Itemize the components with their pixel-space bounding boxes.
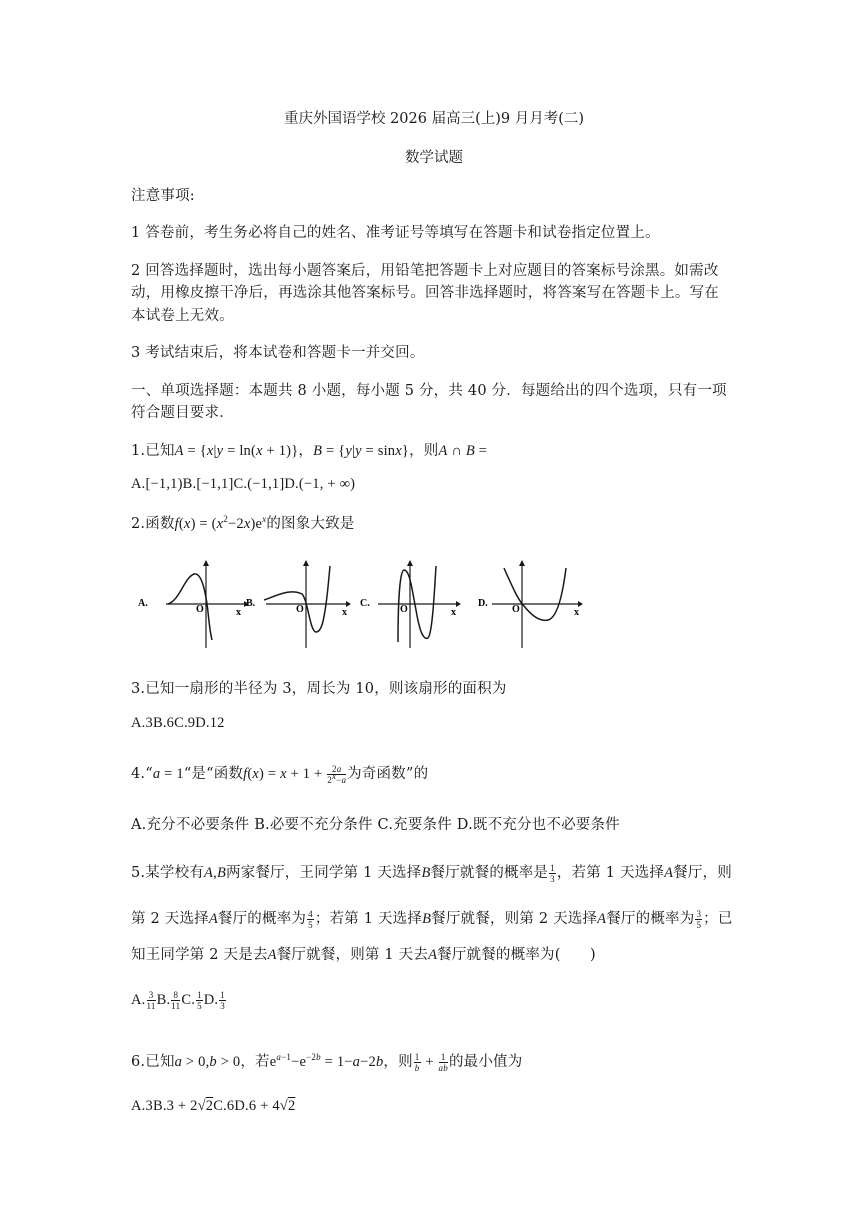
question-3: 3.已知一扇形的半径为 3，周长为 10，则该扇形的面积为 (131, 681, 507, 697)
note-item-3: 3 考试结束后，将本试卷和答题卡一并交回。 (131, 345, 425, 361)
svg-text:O: O (512, 604, 520, 615)
note-item-2-line-1: 2 回答选择题时，选出每小题答案后，用铅笔把答题卡上对应题目的答案标号涂黑。如需改 (131, 263, 719, 279)
svg-text:O: O (296, 604, 304, 615)
note-item-2-line-2: 动，用橡皮擦干净后，再选涂其他答案标号。回答非选择题时，将答案写在答题卡上。写在 (131, 285, 719, 301)
q2-graph-options (136, 560, 596, 650)
svg-text:O: O (196, 604, 204, 615)
q5-options: A. $\frac{3}{11}$ B. $\frac{8}{11}$ C. $\frac{1}{5}$ D. $\frac{1}{3}$ (131, 990, 225, 1011)
q1-options: A.[−1,1)B.[−1,1]C.(−1,1]D.(−1, + ∞) (131, 476, 356, 492)
svg-text:x: x (342, 607, 347, 618)
q2-graph-c-label: C. (360, 598, 370, 609)
q1-number: 1. (131, 443, 146, 459)
svg-text:x: x (574, 607, 579, 618)
question-2: 2.函数$f(x) = (x^2-2x)e^x$的图象大致是 (131, 514, 355, 532)
section-1-line-2: 符合题目要求． (131, 405, 234, 421)
notes-heading: 注意事项: (131, 188, 195, 204)
section-1-line-1: 一、单项选择题：本题共 8 小题，每小题 5 分，共 40 分．每题给出的四个选项，只有一项 (131, 383, 727, 399)
q2-graph-a (136, 560, 251, 650)
q2-graph-d-label: D. (478, 598, 488, 609)
question-4: 4.“a = 1“是“函数f(x) = x + 1 + $\frac{2a}{2^x-a}$ 为奇函数”的 (131, 763, 429, 785)
question-1: 1.已知A = {x|y = ln(x + 1)}，B = {y|y = sinx}，则A ∩ B = (131, 443, 488, 459)
q6-options: A.3B.3 + 2√2C.6D.6 + 4√2 (131, 1098, 296, 1114)
q4-options: A.充分不必要条件 B.必要不充分条件 C.充要条件 D.既不充分也不必要条件 (131, 817, 620, 833)
note-item-1: 1 答卷前，考生务必将自己的姓名、准考证号等填写在答题卡和试卷指定位置上。 (131, 225, 660, 241)
q3-options: A.3B.6C.9D.12 (131, 715, 225, 731)
exam-subtitle: 数学试题 (405, 150, 463, 166)
q2-graph-b-label: B. (246, 598, 256, 609)
q2-graph-b (246, 560, 361, 650)
question-5-line-1: 5.某学校有A,B两家餐厅，王同学第 1 天选择B餐厅就餐的概率是 $\frac{1}{3}$ ，若第 1 天选择A餐厅，则 (131, 862, 732, 884)
svg-text:x: x (451, 607, 456, 618)
question-5-line-3: 知王同学第 2 天是去A餐厅就餐，则第 1 天去A餐厅就餐的概率为( ) (131, 947, 596, 963)
svg-text:x: x (236, 607, 241, 618)
q2-graph-c (358, 560, 473, 650)
svg-text:O: O (400, 604, 408, 615)
q2-graph-a-label: A. (138, 598, 148, 609)
note-item-2-line-3: 本试卷上无效。 (131, 308, 234, 324)
question-5-line-2: 第 2 天选择A餐厅的概率为 $\frac{4}{5}$ ；若第 1 天选择B餐厅就餐，则第 2 天选择A餐厅的概率为 $\frac{3}{5}$ ；已 (131, 908, 733, 930)
question-6: 6.已知a > 0,b > 0，若$e^{a-1}-e^{-2b} = 1-a-2b$，则 $\frac{1}{b}$ + $\frac{1}{ab}$ 的最小值为 (131, 1051, 523, 1073)
q2-graph-d (476, 560, 596, 650)
exam-title: 重庆外国语学校 2026 届高三(上)9 月月考(二) (283, 111, 585, 127)
